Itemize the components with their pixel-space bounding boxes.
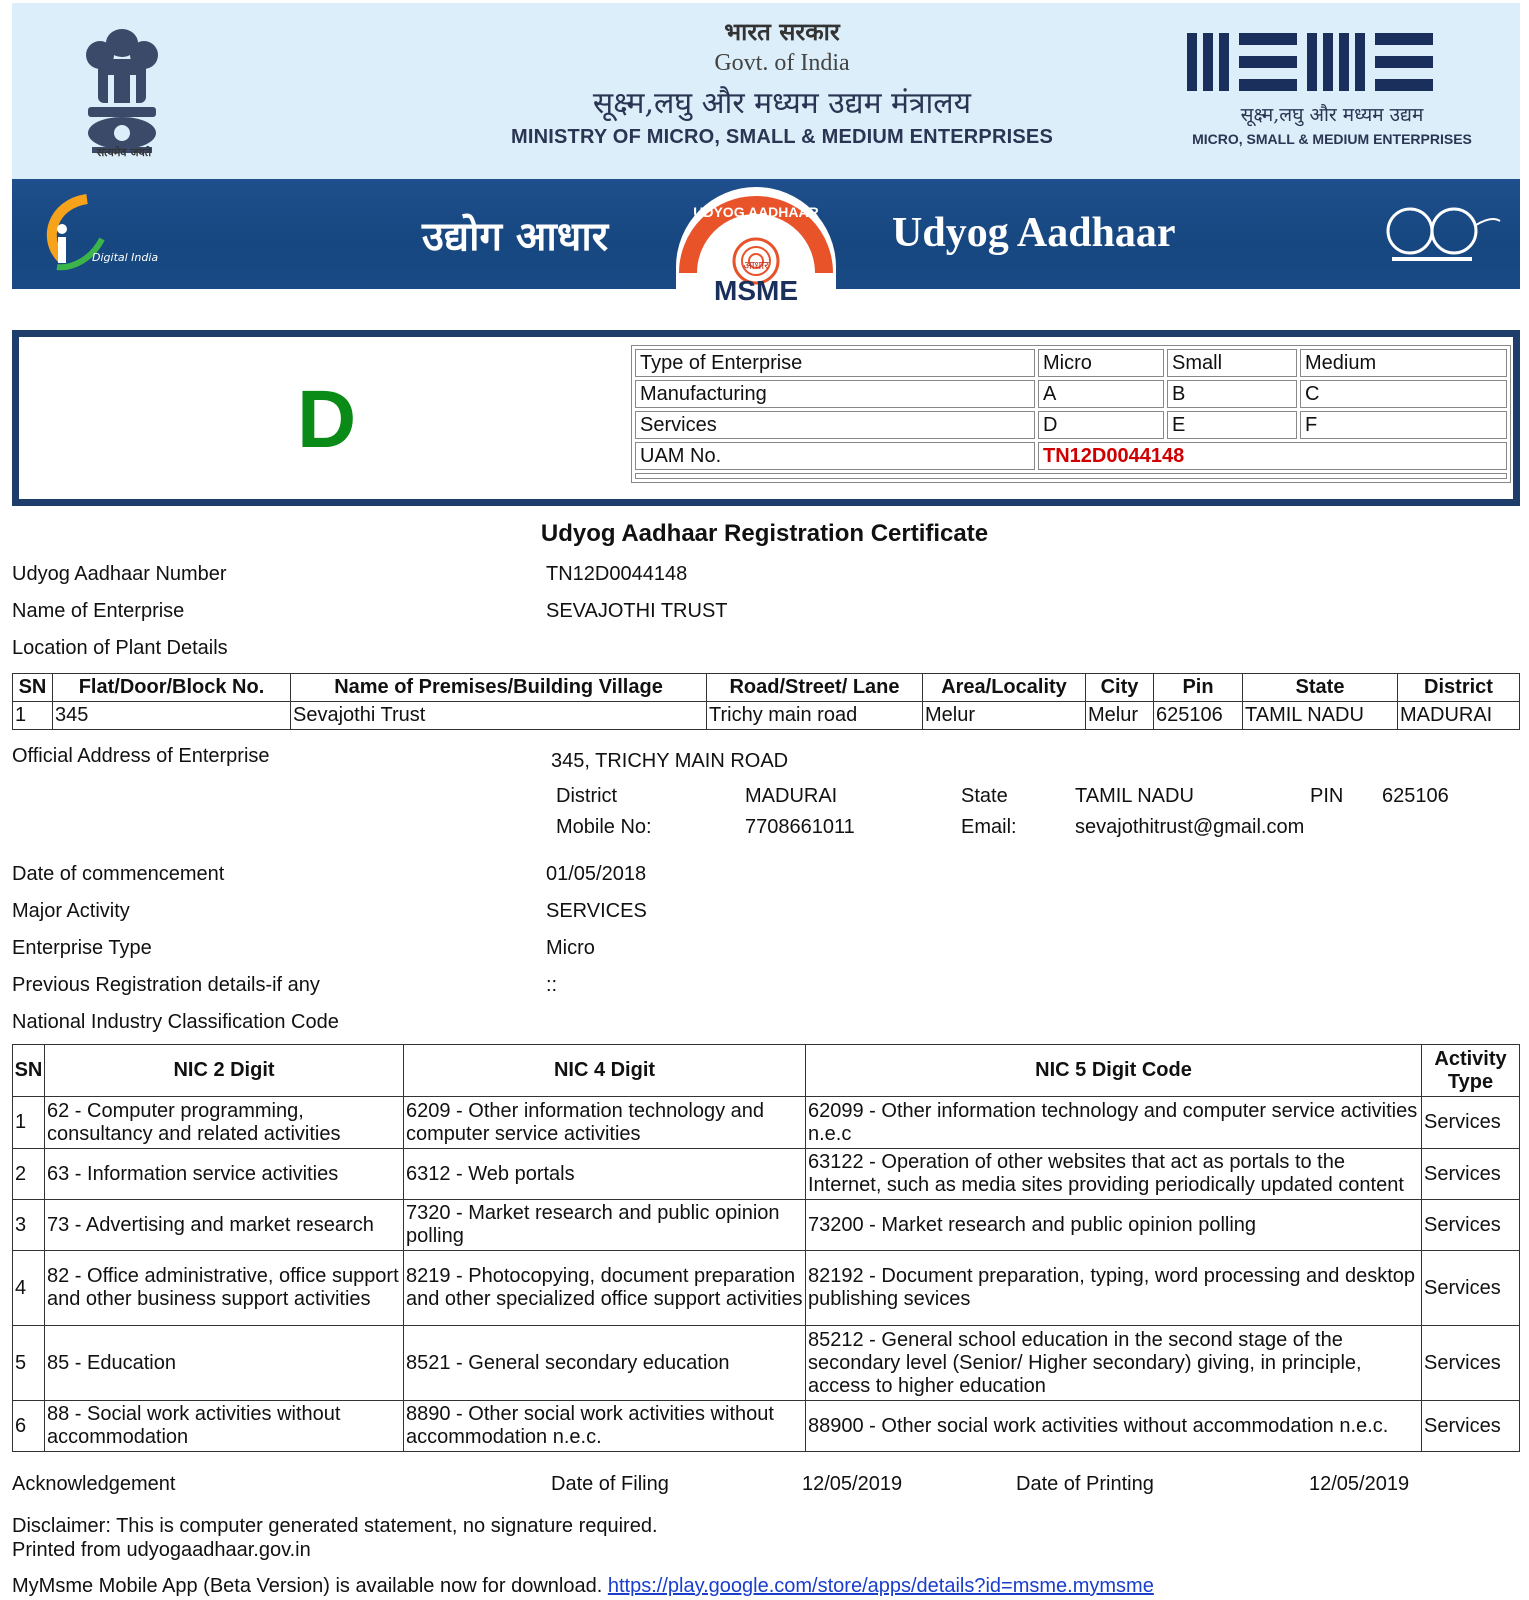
category-spacer-row	[635, 473, 1507, 479]
udyog-aadhaar-english: Udyog Aadhaar	[892, 210, 1176, 256]
official-address-label: Official Address of Enterprise	[12, 745, 270, 767]
plant-cell: 625106	[1154, 702, 1243, 730]
nic-code-table	[12, 1044, 1520, 1452]
commencement-label: Date of commencement	[12, 863, 225, 885]
nic-label: National Industry Classification Code	[12, 1011, 339, 1033]
district-label: District	[556, 785, 618, 807]
nic-cell: 62 - Computer programming, consultancy and related activities	[45, 1097, 404, 1149]
nic-cell: 6209 - Other information technology and computer service activities	[404, 1097, 806, 1149]
plant-cell: Sevajothi Trust	[291, 702, 707, 730]
enterprise-name-value: SEVAJOTHI TRUST	[546, 600, 728, 622]
category-cell: Services	[635, 411, 1035, 439]
plant-header-row	[13, 674, 1520, 702]
digital-india-logo-icon	[32, 189, 182, 279]
nic-header-cell: SN	[13, 1045, 45, 1097]
date-of-printing-value: 12/05/2019	[1309, 1473, 1410, 1495]
category-cell: Small	[1167, 349, 1297, 377]
location-label: Location of Plant Details	[12, 637, 228, 659]
badge-top-text: UDYOG AADHAAR	[693, 204, 819, 220]
nic-cell: 2	[13, 1149, 45, 1200]
nic-cell: 82 - Office administrative, office support and other business support activities	[45, 1251, 404, 1326]
nic-cell: 5	[13, 1326, 45, 1401]
badge-center-text: आधार	[743, 259, 769, 272]
nic-cell: 8890 - Other social work activities without accommodation n.e.c.	[404, 1401, 806, 1452]
nic-cell: 85212 - General school education in the second stage of the secondary level (Senior/ Higher secondary) giving, in principle, access to higher education	[806, 1326, 1422, 1401]
category-row	[635, 411, 1507, 439]
nic-cell: 8219 - Photocopying, document preparation and other specialized office support activities	[404, 1251, 806, 1326]
enterprise-category-box	[12, 330, 1520, 506]
nic-cell: 73 - Advertising and market research	[45, 1200, 404, 1251]
plant-cell: TAMIL NADU	[1243, 702, 1398, 730]
major-activity-value: SERVICES	[546, 900, 647, 922]
badge-bottom-text: MSME	[714, 275, 798, 306]
category-row	[635, 380, 1507, 408]
nic-header-cell: NIC 4 Digit	[404, 1045, 806, 1097]
category-cell: D	[1038, 411, 1164, 439]
uan-label: Udyog Aadhaar Number	[12, 563, 227, 585]
acknowledgement-label: Acknowledgement	[12, 1473, 176, 1495]
plant-cell: Melur	[1086, 702, 1154, 730]
emblem-caption: सत्यमेव जयते	[96, 146, 152, 159]
category-row	[635, 349, 1507, 377]
plant-header-cell: Flat/Door/Block No.	[53, 674, 291, 702]
nic-cell: 82192 - Document preparation, typing, word processing and desktop publishing sevices	[806, 1251, 1422, 1326]
nic-cell: 88 - Social work activities without accommodation	[45, 1401, 404, 1452]
plant-header-cell: State	[1243, 674, 1398, 702]
nic-header-cell: Activity Type	[1422, 1045, 1520, 1097]
udyog-aadhaar-msme-badge-icon	[668, 187, 844, 307]
nic-cell: 6312 - Web portals	[404, 1149, 806, 1200]
certificate-title: Udyog Aadhaar Registration Certificate	[540, 520, 989, 547]
enterprise-type-label: Enterprise Type	[12, 937, 152, 959]
plant-cell: Melur	[923, 702, 1086, 730]
plant-header-cell: Area/Locality	[923, 674, 1086, 702]
nic-cell: Services	[1422, 1149, 1520, 1200]
table-row	[13, 1200, 1520, 1251]
enterprise-type-value: Micro	[546, 937, 595, 959]
plant-cell: Trichy main road	[707, 702, 923, 730]
category-cell: F	[1300, 411, 1507, 439]
swachh-bharat-logo-icon	[1372, 199, 1502, 269]
nic-cell: Services	[1422, 1200, 1520, 1251]
ministry-title-block	[482, 15, 1082, 149]
app-notice	[12, 1575, 1154, 1598]
category-cell: B	[1167, 380, 1297, 408]
plant-cell: 1	[13, 702, 53, 730]
nic-header-cell: NIC 2 Digit	[45, 1045, 404, 1097]
plant-header-cell: District	[1398, 674, 1520, 702]
nic-header-row	[13, 1045, 1520, 1097]
ministry-name-text: MINISTRY OF MICRO, SMALL & MEDIUM ENTERPRISES	[511, 126, 1053, 148]
pin-value: 625106	[1382, 785, 1449, 807]
udyog-aadhaar-hindi: उद्योग आधार	[422, 213, 609, 260]
nic-cell: Services	[1422, 1401, 1520, 1452]
category-cell: C	[1300, 380, 1507, 408]
hindi-govt-text: भारत सरकार	[724, 17, 840, 46]
plant-header-cell: City	[1086, 674, 1154, 702]
mobile-label: Mobile No:	[556, 816, 652, 838]
uam-value: TN12D0044148	[1038, 442, 1507, 470]
date-of-filing-value: 12/05/2019	[802, 1473, 903, 1495]
nic-cell: Services	[1422, 1251, 1520, 1326]
previous-registration-label: Previous Registration details-if any	[12, 974, 320, 996]
official-address-line: 345, TRICHY MAIN ROAD	[551, 750, 789, 772]
mobile-value: 7708661011	[745, 816, 855, 838]
category-table	[631, 345, 1511, 483]
category-cell: Type of Enterprise	[635, 349, 1035, 377]
nic-cell: 85 - Education	[45, 1326, 404, 1401]
category-cell: E	[1167, 411, 1297, 439]
nic-header-cell: NIC 5 Digit Code	[806, 1045, 1422, 1097]
nic-cell: Services	[1422, 1097, 1520, 1149]
msme-hindi-text: सूक्ष्म,लघु और मध्यम उद्यम	[1240, 104, 1424, 126]
enterprise-name-label: Name of Enterprise	[12, 600, 185, 622]
plant-header-cell: Road/Street/ Lane	[707, 674, 923, 702]
state-value: TAMIL NADU	[1075, 785, 1194, 807]
table-row	[13, 702, 1520, 730]
nic-cell: 7320 - Market research and public opinion polling	[404, 1200, 806, 1251]
govt-of-india-text: Govt. of India	[714, 50, 850, 76]
uam-row	[635, 442, 1507, 470]
table-row	[13, 1097, 1520, 1149]
category-cell: Micro	[1038, 349, 1164, 377]
nic-cell: 63 - Information service activities	[45, 1149, 404, 1200]
table-row	[13, 1251, 1520, 1326]
category-cell: Medium	[1300, 349, 1507, 377]
disclaimer-text: Disclaimer: This is computer generated statement, no signature required.	[12, 1515, 658, 1537]
app-notice-text: MyMsme Mobile App (Beta Version) is available now for download.	[12, 1575, 603, 1597]
plant-header-cell: Pin	[1154, 674, 1243, 702]
email-label: Email:	[961, 816, 1017, 838]
msme-english-text: MICRO, SMALL & MEDIUM ENTERPRISES	[1192, 131, 1472, 147]
nic-cell: 73200 - Market research and public opinion polling	[806, 1200, 1422, 1251]
uan-value: TN12D0044148	[546, 563, 688, 585]
table-row	[13, 1401, 1520, 1452]
email-value: sevajothitrust@gmail.com	[1075, 816, 1305, 838]
nic-cell: 63122 - Operation of other websites that act as portals to the Internet, such as media sites providing periodically updated content	[806, 1149, 1422, 1200]
previous-registration-value: ::	[546, 974, 558, 996]
nic-cell: 1	[13, 1097, 45, 1149]
uam-label: UAM No.	[635, 442, 1035, 470]
category-cell: A	[1038, 380, 1164, 408]
table-row	[13, 1326, 1520, 1401]
nic-cell: 6	[13, 1401, 45, 1452]
header-band	[12, 3, 1520, 179]
category-spacer-cell	[635, 473, 1507, 479]
nic-cell: 62099 - Other information technology and computer service activities n.e.c	[806, 1097, 1422, 1149]
date-of-filing-label: Date of Filing	[551, 1473, 669, 1495]
category-cell: Manufacturing	[635, 380, 1035, 408]
national-emblem-icon	[72, 25, 172, 163]
category-letter: D	[297, 374, 357, 465]
nic-cell: 3	[13, 1200, 45, 1251]
table-row	[13, 1149, 1520, 1200]
nic-cell: 8521 - General secondary education	[404, 1326, 806, 1401]
pin-label: PIN	[1310, 785, 1344, 807]
printed-from-text: Printed from udyogaadhaar.gov.in	[12, 1539, 311, 1561]
nic-cell: 88900 - Other social work activities without accommodation n.e.c.	[806, 1401, 1422, 1452]
nic-cell: 4	[13, 1251, 45, 1326]
plant-location-table	[12, 673, 1520, 730]
district-value: MADURAI	[745, 785, 838, 807]
plant-cell: 345	[53, 702, 291, 730]
plant-header-cell: Name of Premises/Building Village	[291, 674, 707, 702]
nic-cell: Services	[1422, 1326, 1520, 1401]
play-store-link[interactable]: https://play.google.com/store/apps/details?id=msme.mymsme	[607, 1575, 1154, 1597]
hindi-ministry-text: सूक्ष्म,लघु और मध्यम उद्यम मंत्रालय	[592, 86, 972, 121]
plant-header-cell: SN	[13, 674, 53, 702]
major-activity-label: Major Activity	[12, 900, 130, 922]
date-of-printing-label: Date of Printing	[1016, 1473, 1154, 1495]
commencement-value: 01/05/2018	[546, 863, 647, 885]
plant-cell: MADURAI	[1398, 702, 1520, 730]
state-label: State	[961, 785, 1008, 807]
digital-india-text: Digital India	[92, 251, 159, 264]
msme-logo-icon	[1187, 31, 1477, 93]
